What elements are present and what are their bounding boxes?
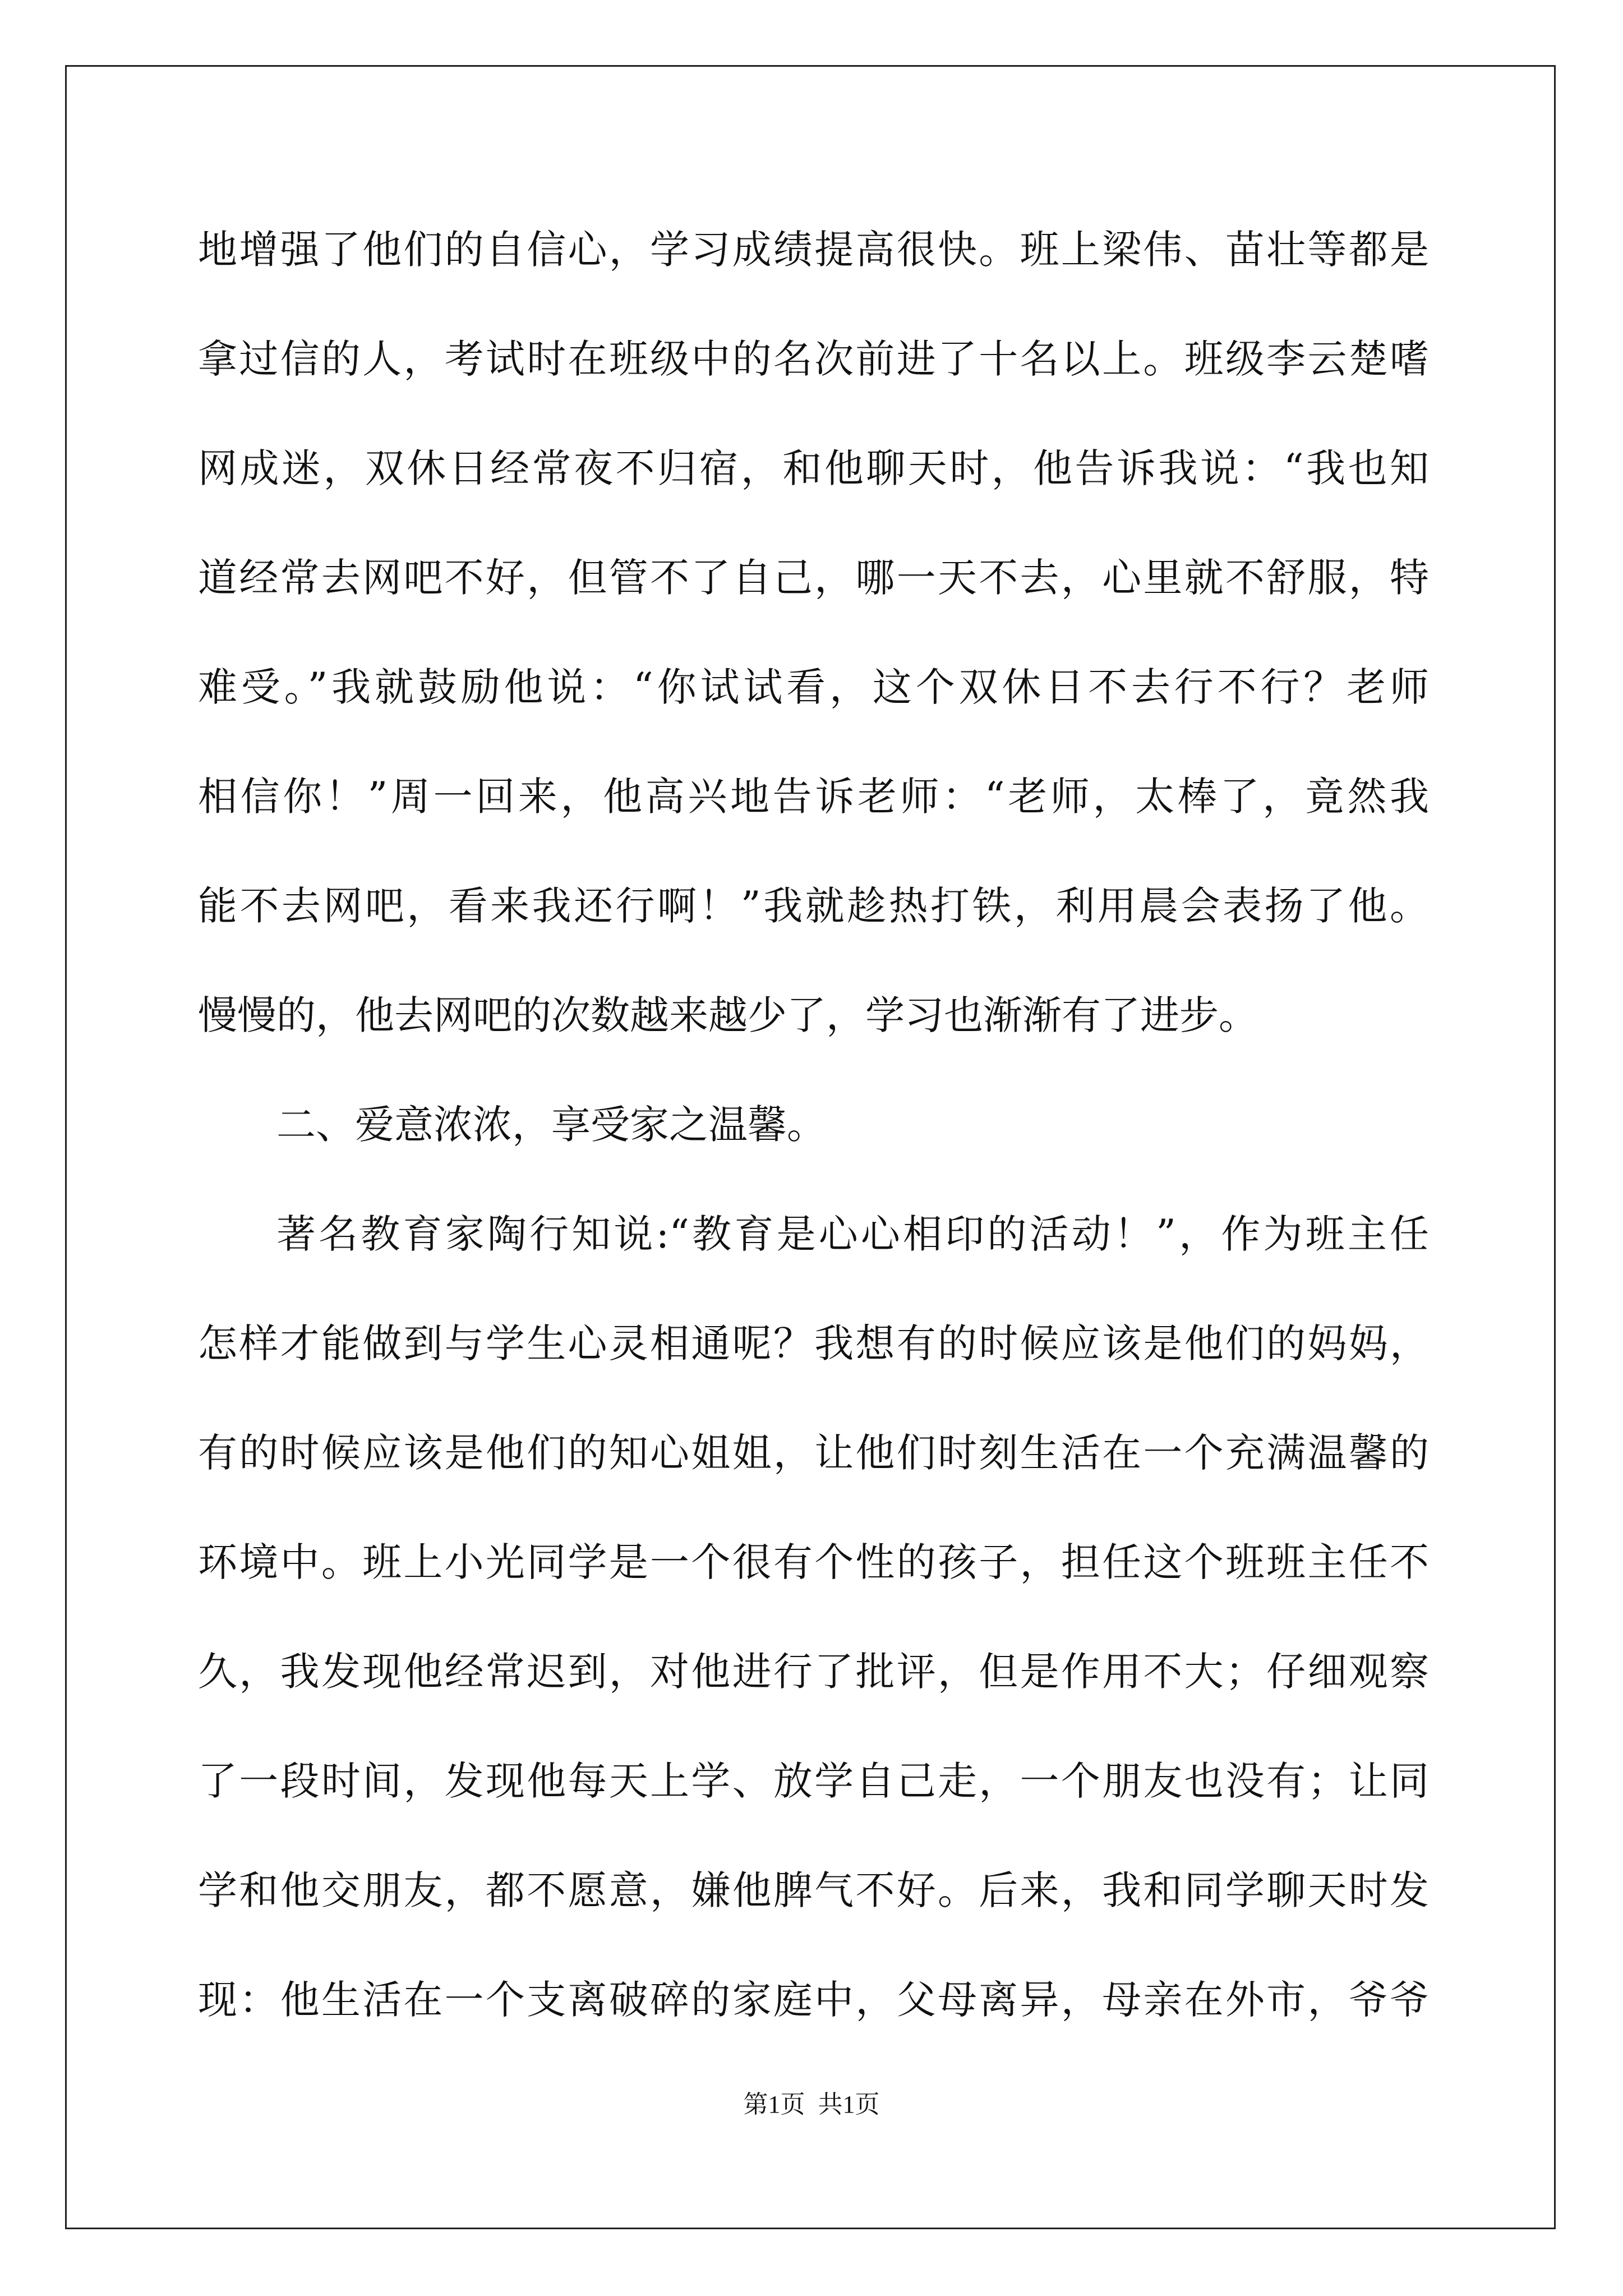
text-line: 现：他生活在一个支离破碎的家庭中，父母离异，母亲在外市，爷爷 [198,1977,1429,2023]
text-line: 学和他交朋友，都不愿意，嫌他脾气不好。后来，我和同学聊天时发 [198,1867,1429,1913]
page-footer [0,2084,1623,2120]
section-heading: 二、爱意浓浓，享受家之温馨。 [276,1102,826,1148]
page-number: 第1页 [743,2091,805,2118]
text-line: 相信你！”周一回来，他高兴地告诉老师：“老师，太棒了，竟然我 [198,774,1429,820]
text-line: 了一段时间，发现他每天上学、放学自己走，一个朋友也没有；让同 [198,1758,1429,1804]
text-line: 道经常去网吧不好，但管不了自己，哪一天不去，心里就不舒服，特 [198,555,1429,601]
text-line: 慢慢的，他去网吧的次数越来越少了，学习也渐渐有了进步。 [198,992,1258,1038]
document-body [198,213,1429,2073]
text-line: 环境中。班上小光同学是一个很有个性的孩子，担任这个班班主任不 [198,1539,1429,1585]
text-line: 久，我发现他经常迟到，对他进行了批评，但是作用不大；仔细观察 [198,1649,1429,1695]
text-line: 有的时候应该是他们的知心姐姐，让他们时刻生活在一个充满温馨的 [198,1430,1429,1476]
text-line: 网成迷，双休日经常夜不归宿，和他聊天时，他告诉我说：“我也知 [198,445,1429,491]
text-line: 拿过信的人，考试时在班级中的名次前进了十名以上。班级李云楚嗜 [198,336,1429,382]
page-total: 共1页 [818,2091,880,2118]
text-line: 怎样才能做到与学生心灵相通呢？我想有的时候应该是他们的妈妈， [198,1320,1429,1366]
text-line: 地增强了他们的自信心，学习成绩提高很快。班上梁伟、苗壮等都是 [198,227,1429,273]
text-line: 著名教育家陶行知说:“教育是心心相印的活动！”，作为班主任 [276,1211,1429,1257]
text-line: 能不去网吧，看来我还行啊！”我就趁热打铁，利用晨会表扬了他。 [198,883,1429,929]
text-line: 难受。”我就鼓励他说：“你试试看，这个双休日不去行不行？老师 [198,664,1429,710]
